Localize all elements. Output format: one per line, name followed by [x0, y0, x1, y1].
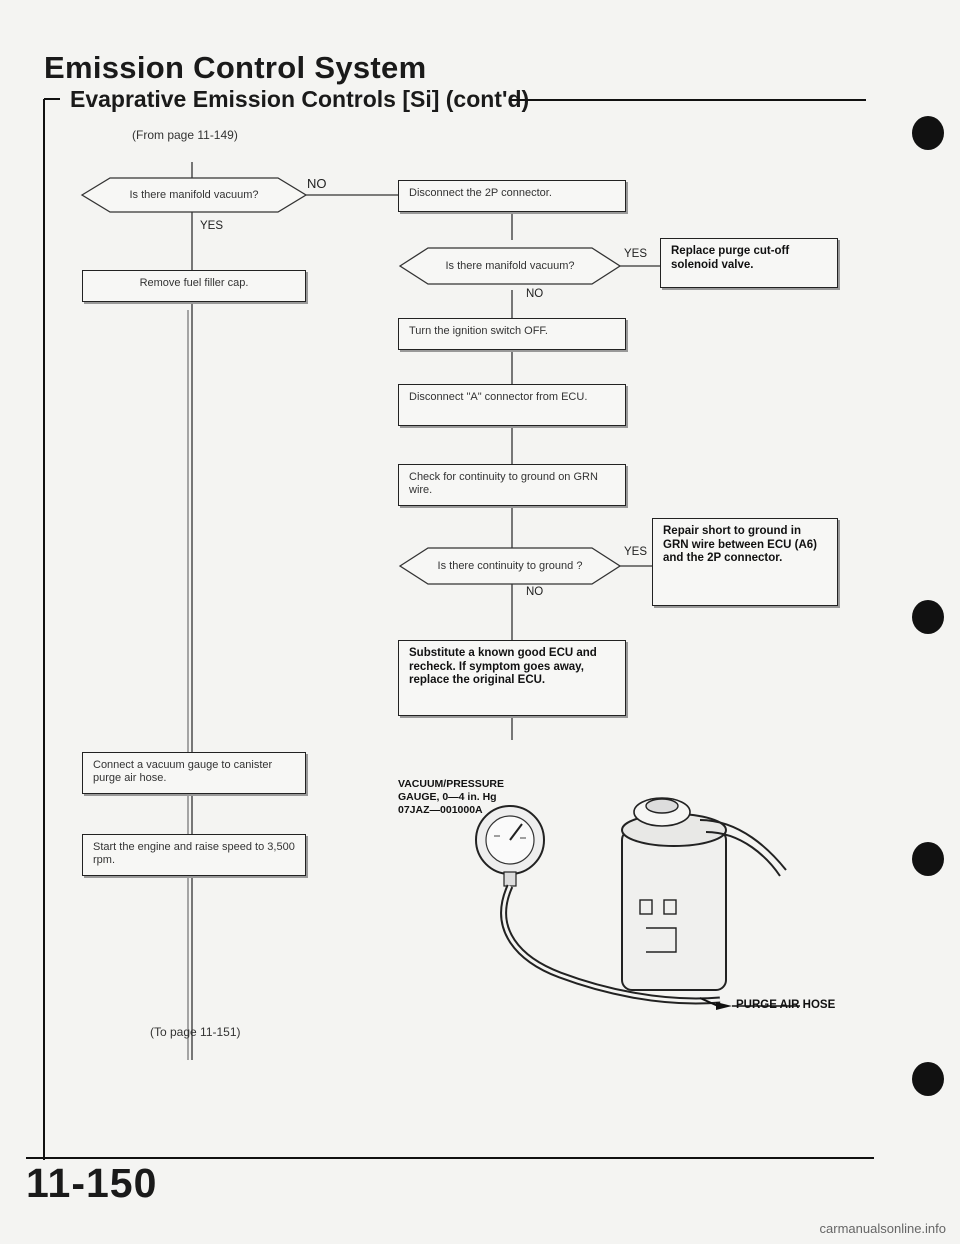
step-check-continuity: Check for continuity to ground on GRN wire. — [398, 464, 626, 506]
decision-continuity-ground: Is there continuity to ground ? — [437, 560, 583, 572]
gauge-label-line1: VACUUM/PRESSURE — [398, 778, 504, 790]
watermark: carmanualsonline.info — [819, 1221, 946, 1236]
page-number: 11-150 — [26, 1160, 158, 1206]
label-no-1: NO — [307, 176, 327, 191]
margin-bullet-2 — [912, 600, 944, 634]
step-repair-short: Repair short to ground in GRN wire between ECU (A6) and the 2P connector. — [652, 518, 838, 606]
section-subtitle: Evaprative Emission Controls [Si] (cont'd) — [70, 86, 530, 112]
label-yes-1: YES — [200, 220, 224, 232]
label-yes-3: YES — [624, 546, 648, 558]
label-no-3: NO — [526, 586, 544, 598]
label-yes-2: YES — [624, 248, 648, 260]
label-no-2: NO — [526, 288, 544, 300]
step-remove-filler-cap: Remove fuel filler cap. — [82, 270, 306, 302]
gauge-label-line2: GAUGE, 0—4 in. Hg — [398, 791, 497, 803]
canister-illustration — [622, 798, 800, 1010]
margin-bullet-1 — [912, 116, 944, 150]
to-page-ref: (To page 11-151) — [150, 1025, 241, 1039]
step-disconnect-2p: Disconnect the 2P connector. — [398, 180, 626, 212]
step-start-engine: Start the engine and raise speed to 3,500 rpm. — [82, 834, 306, 876]
from-page-ref: (From page 11-149) — [132, 128, 238, 142]
margin-bullet-3 — [912, 842, 944, 876]
purge-air-hose-label: PURGE AIR HOSE — [736, 999, 836, 1011]
step-replace-purge-valve: Replace purge cut-off solenoid valve. — [660, 238, 838, 288]
margin-bullet-4 — [912, 1062, 944, 1096]
step-disconnect-a-connector: Disconnect "A" connector from ECU. — [398, 384, 626, 426]
decision-manifold-vacuum-2: Is there manifold vacuum? — [445, 260, 575, 272]
page-title: Emission Control System — [44, 50, 427, 85]
step-turn-ignition-off: Turn the ignition switch OFF. — [398, 318, 626, 350]
step-connect-vacuum-gauge: Connect a vacuum gauge to canister purge air hose. — [82, 752, 306, 794]
gauge-label-line3: 07JAZ—001000A — [398, 804, 483, 816]
step-substitute-ecu: Substitute a known good ECU and recheck. If symptom goes away, replace the original ECU. — [398, 640, 626, 716]
decision-manifold-vacuum-1: Is there manifold vacuum? — [129, 189, 259, 201]
